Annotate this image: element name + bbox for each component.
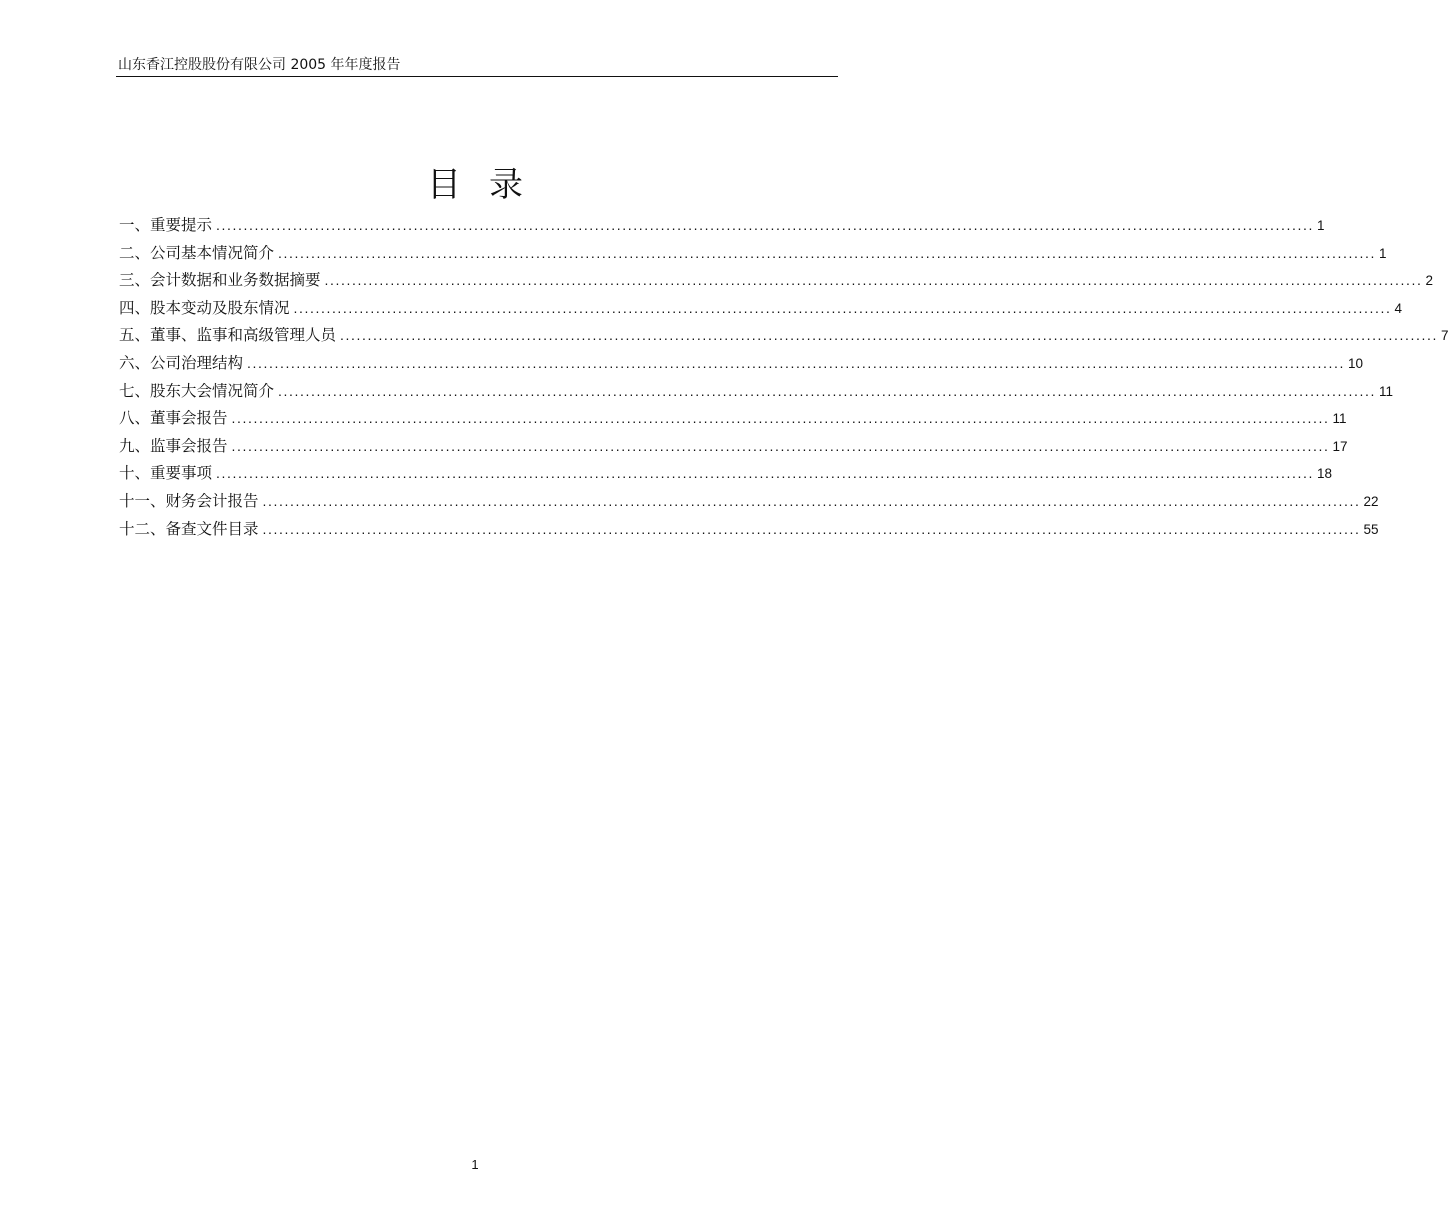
- toc-entry-label: 九、监事会报告: [119, 436, 228, 455]
- table-of-contents: [119, 212, 1448, 543]
- toc-entry-page: 18: [1316, 466, 1332, 482]
- toc-entry-label: 六、公司治理结构: [119, 353, 244, 372]
- toc-entry[interactable]: [119, 460, 1332, 488]
- toc-entry-page: 22: [1363, 493, 1379, 509]
- toc-title: 目录: [427, 165, 551, 205]
- toc-entry-label: 五、董事、监事和高级管理人员: [119, 326, 337, 345]
- toc-entry-page: 7: [1440, 328, 1448, 344]
- toc-entry-label: 三、会计数据和业务数据摘要: [119, 271, 321, 290]
- toc-dot-leader: ........................................................................................................................................................................................................: [278, 244, 1376, 261]
- toc-entry[interactable]: [119, 240, 1387, 268]
- toc-dot-leader: ........................................................................................................................................................................................................: [231, 410, 1330, 427]
- toc-entry-page: 1: [1378, 245, 1387, 261]
- toc-entry-page: 1: [1316, 218, 1325, 233]
- toc-dot-leader: ........................................................................................................................................................................................................: [293, 299, 1392, 316]
- toc-entry-label: 十、重要事项: [119, 464, 213, 483]
- toc-dot-leader: ........................................................................................................................................................................................................: [247, 354, 1345, 371]
- toc-dot-leader: ........................................................................................................................................................................................................: [216, 217, 1314, 233]
- toc-entry-label: 十一、财务会计报告: [119, 491, 259, 510]
- toc-entry[interactable]: [119, 212, 1325, 240]
- toc-entry-page: 11: [1378, 383, 1393, 399]
- toc-dot-leader: ........................................................................................................................................................................................................: [340, 327, 1438, 344]
- toc-entry-page: 10: [1347, 355, 1363, 371]
- toc-entry[interactable]: [119, 295, 1402, 323]
- toc-entry-label: 八、董事会报告: [119, 409, 228, 428]
- toc-entry-page: 2: [1425, 273, 1433, 289]
- toc-entry-label: 十二、备查文件目录: [119, 519, 259, 538]
- toc-entry-label: 七、股东大会情况简介: [119, 381, 275, 400]
- toc-entry[interactable]: [119, 516, 1379, 544]
- toc-dot-leader: ........................................................................................................................................................................................................: [262, 492, 1361, 509]
- toc-entry-label: 四、股本变动及股东情况: [119, 298, 290, 317]
- toc-dot-leader: ........................................................................................................................................................................................................: [262, 520, 1361, 537]
- toc-entry-label: 一、重要提示: [119, 216, 213, 234]
- running-header: 山东香江控股股份有限公司 2005 年年度报告: [118, 57, 401, 73]
- toc-entry[interactable]: [119, 267, 1433, 295]
- toc-entry[interactable]: [119, 350, 1363, 378]
- toc-entry[interactable]: [119, 322, 1448, 350]
- toc-entry-page: 55: [1363, 521, 1379, 537]
- toc-entry[interactable]: [119, 405, 1347, 433]
- toc-entry[interactable]: [119, 488, 1379, 516]
- toc-entry[interactable]: [119, 378, 1393, 406]
- header-rule: [116, 76, 838, 77]
- toc-dot-leader: ........................................................................................................................................................................................................: [278, 382, 1376, 399]
- toc-entry-page: 17: [1332, 438, 1348, 454]
- toc-entry[interactable]: [119, 433, 1348, 461]
- toc-entry-label: 二、公司基本情况简介: [119, 243, 275, 262]
- page-number: 1: [471, 1157, 479, 1172]
- toc-dot-leader: ........................................................................................................................................................................................................: [216, 465, 1314, 482]
- toc-dot-leader: ........................................................................................................................................................................................................: [324, 272, 1423, 289]
- toc-dot-leader: ........................................................................................................................................................................................................: [231, 437, 1330, 454]
- toc-entry-page: 11: [1332, 411, 1347, 427]
- toc-entry-page: 4: [1394, 300, 1402, 316]
